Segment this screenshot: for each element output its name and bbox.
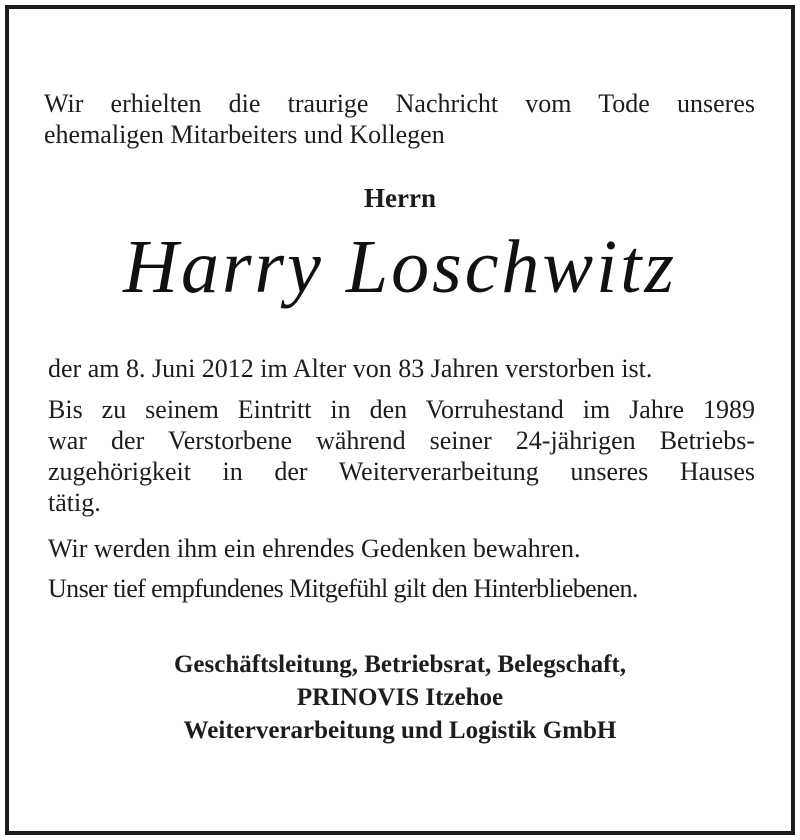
intro-line-2: ehemaligen Mitarbeiters und Kollegen [44, 120, 445, 149]
signature-company: PRINOVIS Itzehoe [296, 684, 504, 711]
intro-paragraph [44, 88, 755, 150]
career-line-1: Bis zu seinem Eintritt in den Vorruhestand im Jahre 1989 [48, 395, 755, 424]
career-line-4: tätig. [48, 488, 101, 517]
salutation: Herrn [364, 183, 436, 213]
remembrance-line: Wir werden ihm ein ehrendes Gedenken bewahren. [48, 534, 581, 563]
career-line-2: war der Verstorbene während seiner 24-jährigen Betriebs- [48, 426, 755, 455]
death-line: der am 8. Juni 2012 im Alter von 83 Jahren verstorben ist. [48, 354, 653, 383]
condolence-line: Unser tief empfundenes Mitgefühl gilt den Hinterbliebenen. [48, 574, 638, 603]
career-line-3: zugehörigkeit in der Weiterverarbeitung unseres Hauses [48, 457, 755, 486]
condolence-paragraph [48, 573, 755, 604]
signature-line-3: Weiterverarbeitung und Logistik GmbH [183, 717, 617, 744]
signature-block [0, 648, 800, 747]
intro-line-1: Wir erhielten die traurige Nachricht vom Tode unseres [44, 89, 755, 118]
remembrance-paragraph [48, 533, 755, 564]
death-paragraph [48, 353, 755, 384]
career-paragraph [48, 394, 755, 518]
deceased-name: Harry Loschwitz [123, 225, 677, 309]
signature-line-1: Geschäftsleitung, Betriebsrat, Belegschaft, [173, 651, 626, 678]
